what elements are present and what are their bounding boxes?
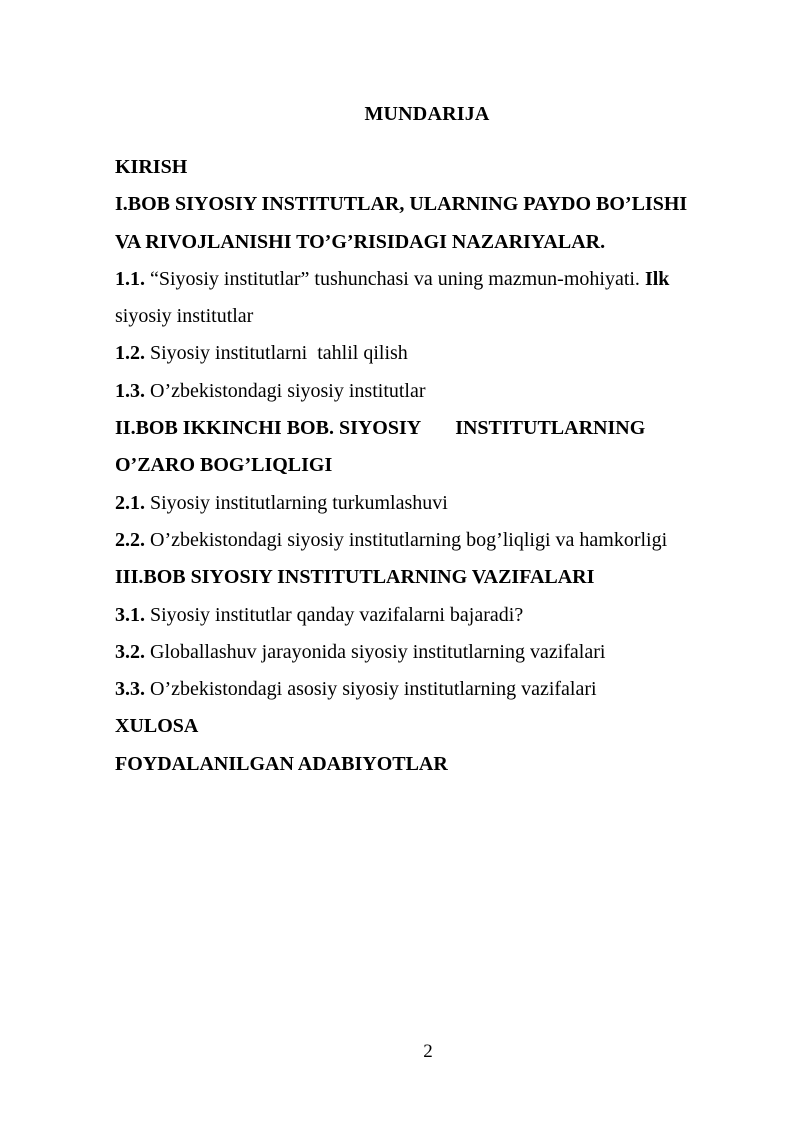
section-title: “Siyosiy institutlar” tushunchasi va uning mazmun-mohiyati. [145, 267, 645, 290]
section-title: O’zbekistondagi siyosiy institutlar [145, 379, 426, 402]
page-title: MUNDARIJA [364, 103, 490, 125]
section-number: 2.2. [115, 528, 145, 551]
section-number: 3.1. [115, 603, 145, 626]
chapter-2-title-part-1: II.BOB IKKINCHI BOB. SIYOSIY [115, 417, 422, 440]
section-number: 1.2. [115, 342, 145, 365]
section-number: 3.3. [115, 678, 145, 701]
section-title-bold-tail: Ilk [644, 267, 670, 290]
toc-chapter-2-line-2: O’ZARO BOG’LIQLIGI [115, 454, 333, 477]
toc-section-3-1 [115, 597, 745, 634]
toc-section-3-2 [115, 634, 745, 671]
toc-section-1-1 [115, 261, 745, 298]
section-title: Globallashuv jarayonida siyosiy institutlarning vazifalari [145, 640, 606, 663]
toc-section-2-2 [115, 522, 745, 559]
section-number: 3.2. [115, 640, 145, 663]
toc-section-1-3 [115, 373, 745, 410]
section-title: O’zbekistondagi asosiy siyosiy institutlarning vazifalari [145, 678, 597, 701]
toc-section-3-3 [115, 671, 745, 708]
table-of-contents [115, 149, 745, 783]
section-number: 1.3. [115, 379, 145, 402]
section-title: Siyosiy institutlarning turkumlashuvi [145, 491, 448, 514]
section-number: 2.1. [115, 491, 145, 514]
toc-conclusion: XULOSA [115, 715, 199, 738]
section-title: Siyosiy institutlarni tahlil qilish [145, 342, 408, 365]
section-title: Siyosiy institutlar qanday vazifalarni bajaradi? [145, 603, 524, 626]
toc-chapter-3: III.BOB SIYOSIY INSTITUTLARNING VAZIFALARI [115, 566, 595, 589]
section-number: 1.1. [115, 267, 145, 290]
toc-section-2-1 [115, 485, 745, 522]
toc-chapter-1-line-1: I.BOB SIYOSIY INSTITUTLAR, ULARNING PAYDO BO’LISHI [115, 193, 688, 216]
chapter-2-title-part-2: INSTITUTLARNING [455, 417, 646, 440]
toc-references: FOYDALANILGAN ADABIYOTLAR [115, 752, 448, 775]
toc-section-1-2 [115, 335, 745, 372]
toc-intro: KIRISH [115, 156, 188, 178]
section-title: O’zbekistondagi siyosiy institutlarning bog’liqligi va hamkorligi [145, 528, 668, 551]
page-number: 2 [423, 1041, 433, 1062]
toc-section-1-1-continued: siyosiy institutlar [115, 305, 254, 328]
toc-chapter-2-line-1 [115, 410, 745, 447]
toc-chapter-1-line-2: VA RIVOJLANISHI TO’G’RISIDAGI NAZARIYALAR. [115, 230, 606, 253]
